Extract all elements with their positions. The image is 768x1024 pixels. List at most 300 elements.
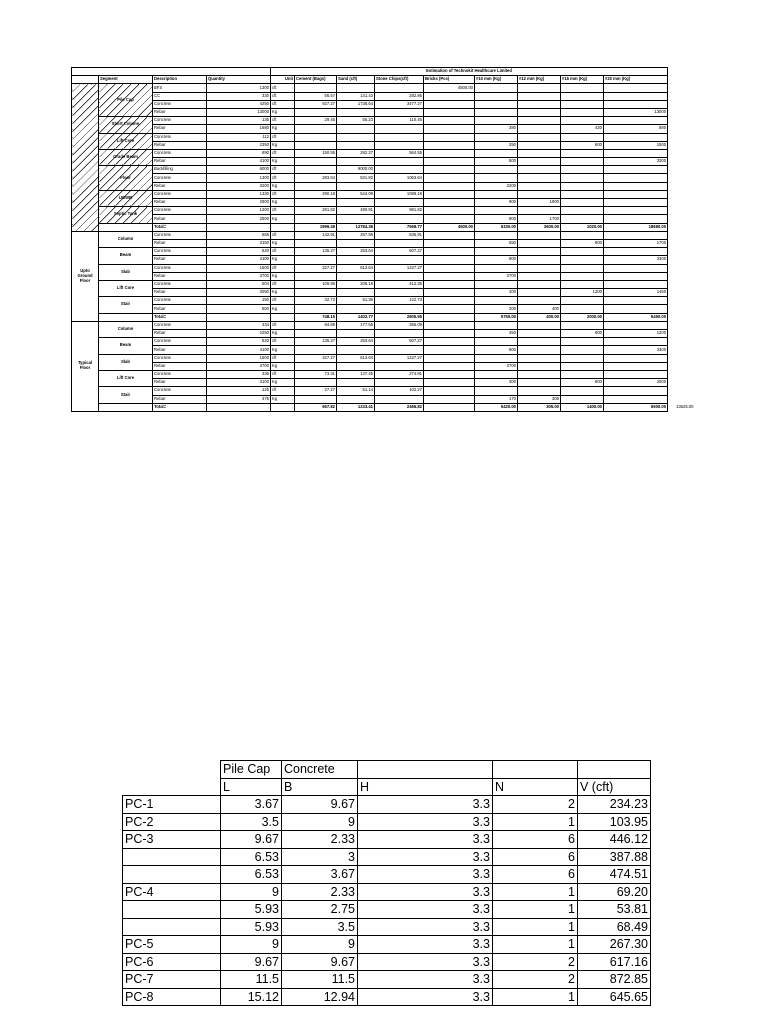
data-cell: 650 [475,239,518,247]
data-cell: Rebar [153,379,207,387]
pile-cap-row [123,848,651,866]
data-cell: Kg [271,305,295,313]
data-cell: Rebar [153,395,207,403]
data-cell: Concrete [153,149,207,157]
data-cell [475,100,518,108]
data-cell: cft [271,149,295,157]
value-cell: 617.16 [578,953,651,971]
data-cell: 1700 [604,239,668,247]
data-cell: 620 [207,338,271,346]
data-cell: Concrete [153,387,207,395]
data-cell: 73.31 [295,370,337,378]
pile-cap-label [123,866,221,884]
data-cell [518,117,561,125]
data-cell: 137.45 [337,370,375,378]
data-cell [424,182,475,190]
data-cell: 327.27 [295,264,337,272]
pile-cap-label: PC-7 [123,971,221,989]
data-cell [604,264,668,272]
value-cell: 2 [493,971,578,989]
data-cell: Concrete [153,190,207,198]
data-cell: Kg [271,199,295,207]
table-row [72,338,668,346]
data-cell: cft [271,297,295,305]
data-cell [375,166,424,174]
table-row [72,280,668,288]
data-cell [475,174,518,182]
data-cell [337,239,375,247]
data-cell: 3050 [207,289,271,297]
data-cell [295,199,337,207]
total-row [72,313,668,321]
table-row [72,264,668,272]
header-cell-spacer [72,76,99,84]
data-cell [295,182,337,190]
data-cell [337,272,375,280]
data-cell: 51.14 [337,387,375,395]
data-cell [561,158,604,166]
header-cell: Quantity [207,76,271,84]
total-cell: 6500.00 [604,403,668,411]
data-cell: Concrete [153,264,207,272]
data-cell: 135.27 [295,338,337,346]
total-cell: 7568.77 [375,223,424,231]
data-cell: Rebar [153,272,207,280]
total-cell [207,223,271,231]
data-cell: 3300 [604,346,668,354]
pile-cap-header-row [123,778,651,796]
value-cell: 2.33 [282,831,358,849]
data-cell: 4100 [207,256,271,264]
data-cell: cft [271,100,295,108]
data-cell [604,190,668,198]
data-cell [375,346,424,354]
total-cell: 18680.00 [604,223,668,231]
column-header: N [493,778,578,796]
table-row [72,305,668,313]
value-cell: 3.3 [358,988,493,1006]
data-cell: 535.91 [375,231,424,239]
data-cell: 800 [475,158,518,166]
data-cell: 261.82 [295,207,337,215]
data-cell: 613.64 [337,264,375,272]
data-cell: 330 [207,92,271,100]
data-cell: Kg [271,346,295,354]
data-cell: cft [271,321,295,329]
data-cell [604,92,668,100]
data-cell: Concrete [153,280,207,288]
total-cell: Total= [153,403,207,411]
data-cell [295,289,337,297]
data-cell [424,117,475,125]
data-cell [604,231,668,239]
sub-segment-cell: Slab [99,354,153,370]
data-cell [518,280,561,288]
data-cell: 800 [561,239,604,247]
data-cell: 3100 [207,379,271,387]
data-cell: 4500.00 [424,84,475,92]
estimation-table [71,67,668,412]
data-cell: 507.27 [375,248,424,256]
table-row [72,362,668,370]
data-cell [375,182,424,190]
data-cell [561,190,604,198]
data-cell: 3700 [475,272,518,280]
data-cell [424,305,475,313]
data-cell [561,117,604,125]
table-row [72,174,668,182]
data-cell [295,108,337,116]
data-cell: 4100 [207,346,271,354]
data-cell [295,362,337,370]
data-cell [604,354,668,362]
header-cell: #12 mm (Kg) [518,76,561,84]
data-cell: 135 [207,117,271,125]
table-row [72,125,668,133]
data-cell: Concrete [153,297,207,305]
data-cell [424,215,475,223]
header-cell: Segment [99,76,153,84]
data-cell [295,272,337,280]
data-cell [518,84,561,92]
data-cell [561,256,604,264]
value-cell: 387.88 [578,848,651,866]
side-note-value: 13625.00 [676,404,694,409]
data-cell [518,272,561,280]
data-cell: cft [271,387,295,395]
data-cell [337,346,375,354]
data-cell: cft [271,166,295,174]
data-cell [295,395,337,403]
data-cell [604,321,668,329]
data-cell: 61.36 [337,297,375,305]
data-cell [561,264,604,272]
header-cell: Bricks (Pcs) [424,76,475,84]
data-cell [604,199,668,207]
value-cell: 3.3 [358,953,493,971]
value-cell: 645.65 [578,988,651,1006]
total-cell: 4500.00 [424,223,475,231]
data-cell [375,215,424,223]
data-cell [561,84,604,92]
data-cell: 355.09 [375,321,424,329]
data-cell: 531.82 [337,174,375,182]
sub-segment-cell: UGWR [99,190,153,206]
data-cell: 125 [207,387,271,395]
total-cell [424,403,475,411]
value-cell: 5.93 [221,918,282,936]
data-cell [337,362,375,370]
data-cell [337,215,375,223]
pile-cap-label: PC-4 [123,883,221,901]
header-cell: #16 mm (Kg) [561,76,604,84]
value-cell: 446.12 [578,831,651,849]
data-cell [375,239,424,247]
sub-segment-cell: Septic Tank [99,207,153,223]
value-cell: 9.67 [221,831,282,849]
total-row [72,403,668,411]
sub-segment-cell: Short Column [99,117,153,133]
pile-cap-label [123,918,221,936]
column-header: B [282,778,358,796]
title-spacer [72,68,271,76]
header-cell: Unit [271,76,295,84]
data-cell [561,231,604,239]
blank-cell [493,761,578,779]
table-row [72,92,668,100]
data-cell: Concrete [153,354,207,362]
data-cell: cft [271,207,295,215]
data-cell [375,330,424,338]
value-cell: 9.67 [282,796,358,814]
data-cell: 1330 [207,190,271,198]
data-cell [475,280,518,288]
value-cell: 3.5 [282,918,358,936]
value-cell: 3.3 [358,936,493,954]
value-cell: 3.67 [282,866,358,884]
table-row [72,215,668,223]
data-cell: Rebar [153,108,207,116]
data-cell [518,158,561,166]
data-cell [475,387,518,395]
pile-cap-row [123,883,651,901]
total-cell: 2000.00 [561,313,604,321]
data-cell: 1200 [561,289,604,297]
data-cell [561,207,604,215]
value-cell: 1 [493,813,578,831]
data-cell: cft [271,174,295,182]
data-cell: 141.43 [337,92,375,100]
data-cell [424,149,475,157]
data-cell: Kg [271,256,295,264]
table-row [72,354,668,362]
table-row [72,141,668,149]
data-cell [518,379,561,387]
data-cell [337,395,375,403]
data-cell [475,207,518,215]
data-cell [375,395,424,403]
data-cell [424,370,475,378]
data-cell [604,305,668,313]
table-row [72,321,668,329]
value-cell: 1 [493,883,578,901]
data-cell: 1500 [207,264,271,272]
data-cell: 412.36 [375,280,424,288]
data-cell: Concrete [153,248,207,256]
data-cell [561,199,604,207]
data-cell [295,379,337,387]
data-cell: 475 [207,395,271,403]
blank-cell [123,778,221,796]
data-cell [424,231,475,239]
value-cell: 1 [493,918,578,936]
data-cell: Rebar [153,199,207,207]
data-cell [424,125,475,133]
sub-segment-cell: Lift Core [99,280,153,296]
pile-cap-title-row [123,761,651,779]
header-cell: #20 mm (Kg) [604,76,668,84]
data-cell [561,354,604,362]
sub-segment-cell: Column [99,321,153,337]
data-cell [561,395,604,403]
data-cell: 200 [475,305,518,313]
total-spacer [99,223,153,231]
data-cell [424,190,475,198]
data-cell [475,264,518,272]
data-cell [604,338,668,346]
data-cell: cft [271,338,295,346]
data-cell [604,100,668,108]
data-cell: 55.23 [337,117,375,125]
data-cell [424,280,475,288]
data-cell: 3300 [604,256,668,264]
data-cell [561,305,604,313]
total-cell: 5750.00 [475,313,518,321]
data-cell: 29.45 [295,117,337,125]
data-cell: Rebar [153,182,207,190]
data-cell: 400 [518,305,561,313]
sub-segment-cell: Stair [99,297,153,313]
table-row [72,272,668,280]
data-cell: 112 [207,133,271,141]
data-cell [424,264,475,272]
value-cell: 9.67 [282,953,358,971]
sub-segment-cell: Pile Cap [99,84,153,117]
data-cell: 1300 [207,84,271,92]
table-row [72,149,668,157]
table-row [72,370,668,378]
data-cell: Rebar [153,256,207,264]
total-row [72,223,668,231]
title-row [72,68,668,76]
data-cell [424,133,475,141]
data-cell: 490.91 [337,207,375,215]
data-cell: CC [153,92,207,100]
data-cell [604,207,668,215]
data-cell: cft [271,280,295,288]
data-cell: 170 [475,395,518,403]
data-cell [561,338,604,346]
data-cell: 600 [561,330,604,338]
data-cell [604,387,668,395]
data-cell: 927.27 [295,100,337,108]
data-cell [424,174,475,182]
segment-cell [72,84,99,231]
data-cell: 600 [561,141,604,149]
data-cell: 4250 [207,100,271,108]
data-cell: 109.96 [295,280,337,288]
data-cell: 283.64 [295,174,337,182]
pile-cap-row [123,831,651,849]
pile-cap-concrete-table [122,760,651,1006]
data-cell [604,133,668,141]
data-cell [295,305,337,313]
data-cell: 400 [475,289,518,297]
value-cell: 103.95 [578,813,651,831]
data-cell [295,346,337,354]
data-cell: Concrete [153,174,207,182]
data-cell: 800 [475,215,518,223]
data-cell: 1700 [518,215,561,223]
data-cell [604,84,668,92]
table-row [72,330,668,338]
data-cell: 282.27 [337,149,375,157]
data-cell: 3200 [475,182,518,190]
value-cell: 2 [493,796,578,814]
data-cell [295,158,337,166]
data-cell [475,84,518,92]
header-cell: #10 mm (Kg) [475,76,518,84]
blank-cell [578,761,651,779]
data-cell [561,100,604,108]
value-cell: 6 [493,866,578,884]
value-cell: 2.75 [282,901,358,919]
value-cell: 3.3 [358,866,493,884]
data-cell: 253.64 [337,248,375,256]
total-cell: 748.15 [295,313,337,321]
data-cell: 142.91 [295,231,337,239]
total-cell: 5420.00 [475,403,518,411]
data-cell [518,125,561,133]
table-row [72,108,668,116]
total-cell: 657.82 [295,403,337,411]
table-row [72,182,668,190]
data-cell [424,141,475,149]
data-cell [561,346,604,354]
pile-cap-label: PC-2 [123,813,221,831]
data-cell: 27.27 [295,387,337,395]
data-cell [561,321,604,329]
data-cell [604,280,668,288]
data-cell: Concrete [153,133,207,141]
data-cell [375,379,424,387]
data-cell: 690 [207,149,271,157]
data-cell: Rebar [153,346,207,354]
data-cell [424,289,475,297]
data-cell [518,264,561,272]
pile-cap-row [123,866,651,884]
value-cell: 1 [493,988,578,1006]
data-cell: 2250 [207,330,271,338]
data-cell: BFS [153,84,207,92]
data-cell [424,166,475,174]
header-cell: Stone Chips(cft) [375,76,424,84]
data-cell [424,330,475,338]
header-row [72,76,668,84]
data-cell: Kg [271,395,295,403]
pile-cap-label: PC-1 [123,796,221,814]
data-cell: 253.64 [337,338,375,346]
total-cell: 2805.55 [375,313,424,321]
data-cell: 336 [207,370,271,378]
total-cell [271,313,295,321]
data-cell [604,215,668,223]
data-cell [375,362,424,370]
data-cell [604,297,668,305]
data-cell: 1500 [604,141,668,149]
total-cell [207,313,271,321]
data-cell: Kg [271,125,295,133]
data-cell [337,84,375,92]
value-cell: 3.67 [221,796,282,814]
data-cell: 56.57 [295,92,337,100]
value-cell: 6.53 [221,848,282,866]
data-cell [518,141,561,149]
data-cell: Kg [271,215,295,223]
data-cell [424,395,475,403]
data-cell: 177.55 [337,321,375,329]
data-cell: 600 [207,305,271,313]
